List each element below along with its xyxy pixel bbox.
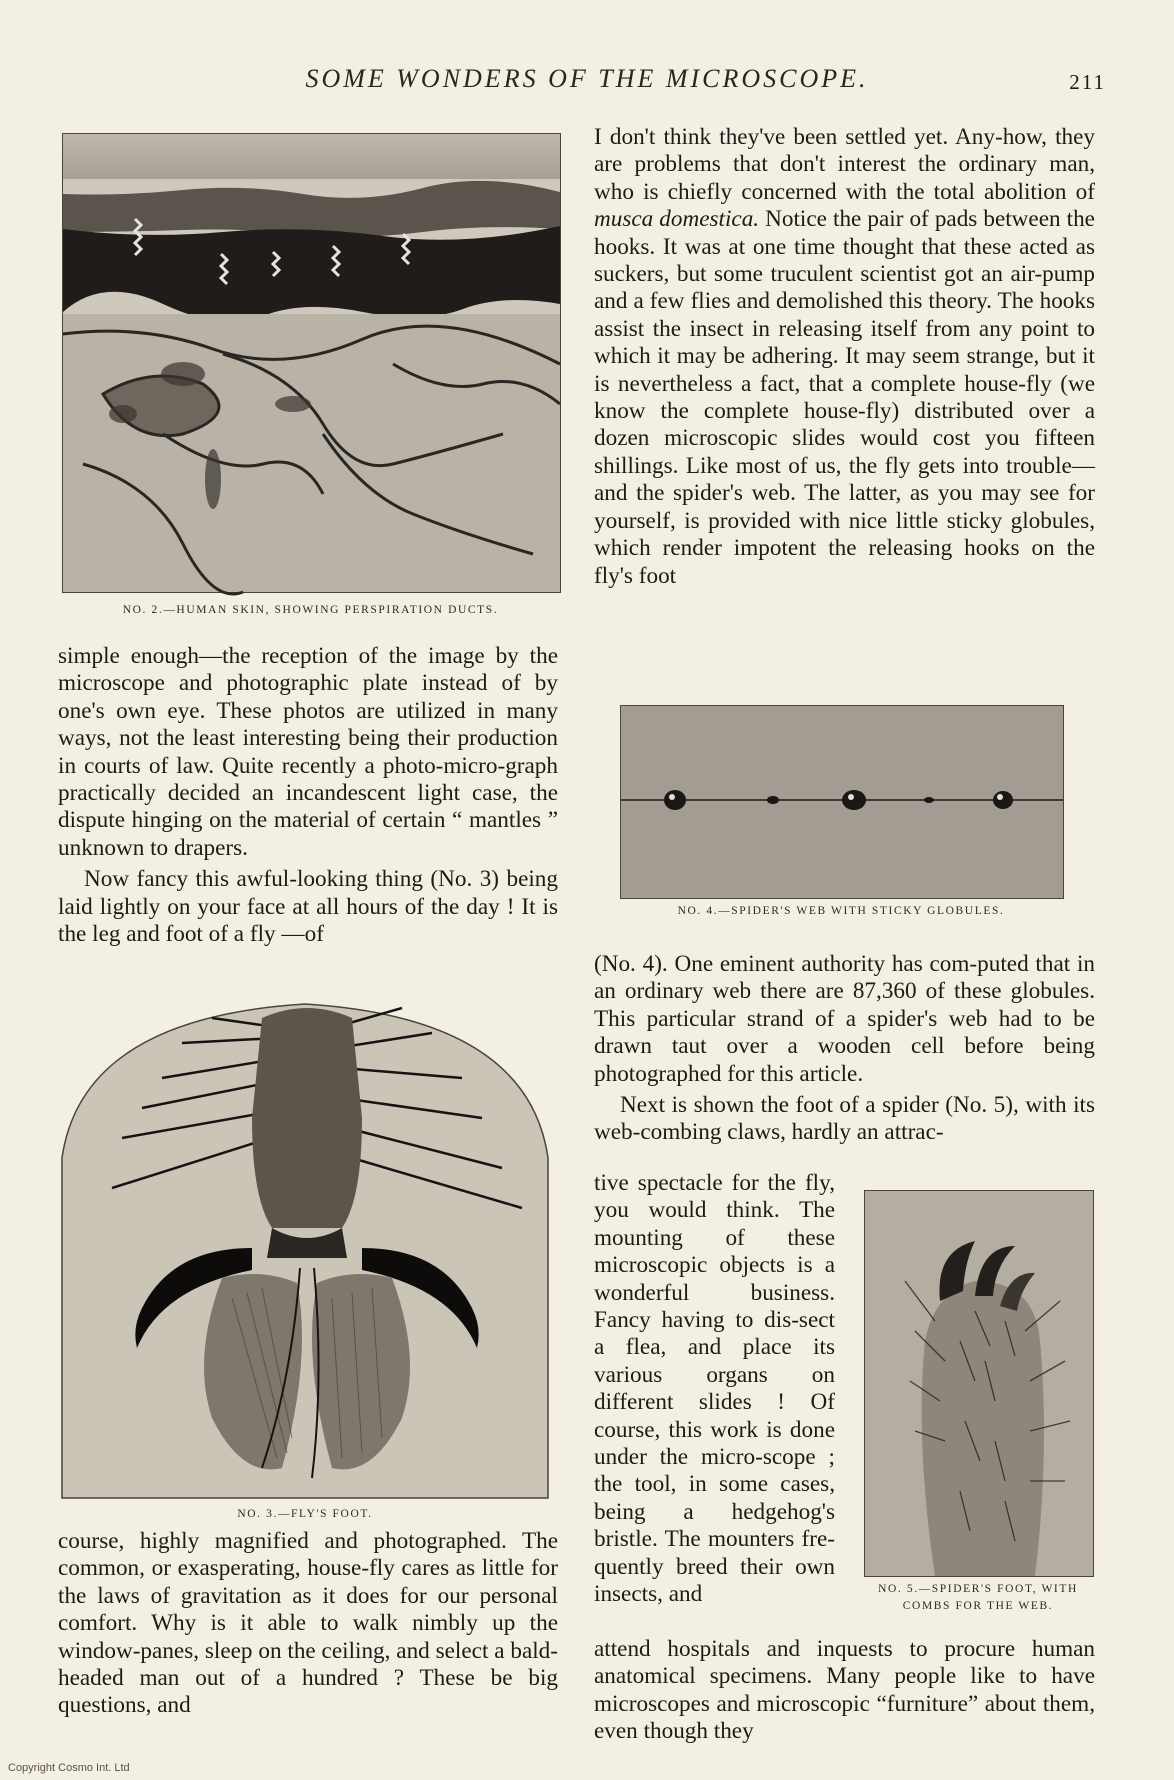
paragraph: Next is shown the foot of a spider (No. 5), with its web-combing claws, hardly an attrac-: [594, 1092, 1095, 1146]
italic-term: musca domestica.: [594, 206, 760, 233]
figure-caption: NO. 4.—SPIDER'S WEB WITH STICKY GLOBULES.: [677, 905, 1005, 917]
right-column-middle: [594, 951, 1095, 1147]
copyright-credit: Copyright Cosmo Int. Ltd: [8, 1762, 130, 1774]
figure-fly-foot: [62, 998, 548, 1520]
paragraph: (No. 4). One eminent authority has com-puted that in an ordinary web there are 87,360 of these globules. This particular strand of a spider's web had to be drawn taut over a wooden cell before being photographed for this article.: [594, 951, 1095, 1087]
spider-web-photo: [621, 706, 1063, 898]
paragraph: course, highly magnified and photographed. The common, or exasperating, house-fly cares as little for the laws of gravitation as it does for our personal comfort. Why is it able to walk nimbly up the window-panes, sleep on the ceiling, and select a bald-headed man out of a hundred ? These be big questions, and: [58, 1528, 558, 1719]
text-run: I don't think they've been settled yet. Any-how, they are problems that don't interest the ordinary man, who is chiefly concerned with the total abolition of: [594, 124, 1095, 205]
paragraph: tive spectacle for the fly, you would think. The mounting of these microscopic objects is a wonderful business. Fancy having to dis-sect a flea, and place its various organs on different slides ! Of course, this work is done under the micro-scope ; the tool, in some cases, being a hedgehog's bristle. The mounters fre-quently breed their own insects, and: [594, 1170, 835, 1608]
fly-foot-photo: [62, 998, 548, 1498]
figure-spider-web: [620, 705, 1064, 899]
figure-caption: COMBS FOR THE WEB.: [902, 1600, 1054, 1612]
figure-caption: NO. 2.—HUMAN SKIN, SHOWING PERSPIRATION DUCTS.: [122, 604, 499, 616]
paragraph: attend hospitals and inquests to procure human anatomical specimens. Many people like to have microscopes and microscopic “furniture” about them, even though they: [594, 1636, 1095, 1745]
text-run: Notice the pair of pads between the hooks. It was at one time thought that these acted as suckers, but some truculent scientist got an air-pump and a few flies and demolished this theory. The hooks assist the insect in releasing itself from any point to which it may be adhering. It may seem strange, but it is nevertheless a fact, that a complete house-fly (we know the complete house-fly) distributed over a dozen microscopic slides would cost you fifteen shillings. Like most of us, the fly gets into trouble—and the spider's web. The latter, as you may see for yourself, is provided with nice little sticky globules, which render impotent the releasing hooks on the fly's foot: [594, 206, 1095, 589]
spider-foot-photo: [865, 1191, 1093, 1576]
paragraph: Now fancy this awful-looking thing (No. 3) being laid lightly on your face at all hours of the day ! It is the leg and foot of a fly —of: [58, 866, 558, 948]
right-column-top: [594, 124, 1095, 590]
paragraph: simple enough—the reception of the image by the microscope and photographic plate instead of by one's own eye. These photos are utilized in many ways, not the least interesting being their production in courts of law. Quite recently a photo-micro-graph practically decided an incandescent light case, the dispute hinging on the material of certain “ mantles ” unknown to drapers.: [58, 643, 558, 861]
figure-human-skin: [62, 133, 561, 593]
figure-spider-foot: [864, 1190, 1094, 1577]
right-column-wrapped: [594, 1170, 835, 1609]
human-skin-photo: [63, 134, 560, 592]
left-column-bottom: [58, 1528, 558, 1720]
paragraph: [594, 124, 1095, 590]
running-title: SOME WONDERS OF THE MICROSCOPE.: [305, 64, 869, 93]
page-number: 211: [1069, 70, 1106, 94]
right-column-bottom: [594, 1636, 1095, 1746]
left-column-top: [58, 643, 558, 948]
figure-caption: NO. 5.—SPIDER'S FOOT, WITH: [878, 1583, 1078, 1595]
figure-caption: NO. 3.—FLY'S FOOT.: [237, 1508, 373, 1520]
